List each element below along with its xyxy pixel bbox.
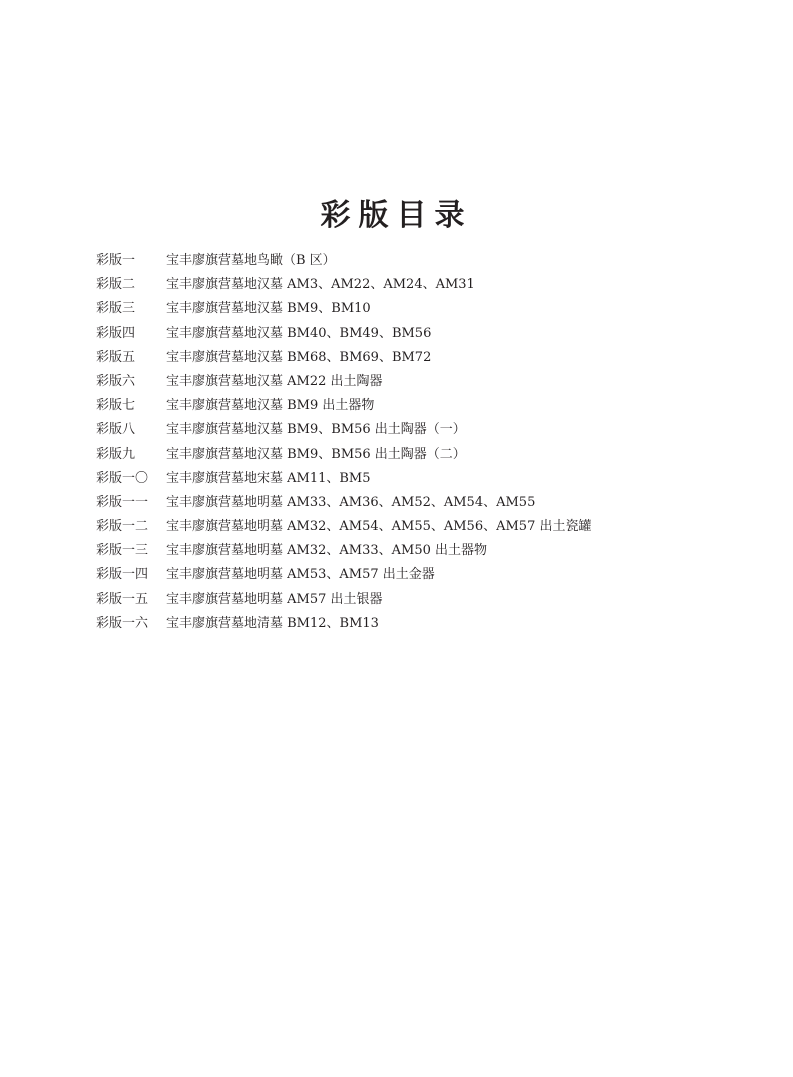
- plate-title: 宝丰廖旗营墓地汉墓 AM3、AM22、AM24、AM31: [166, 277, 475, 293]
- plate-title: 宝丰廖旗营墓地汉墓 BM9 出土器物: [166, 398, 375, 414]
- plate-number: 彩版一: [96, 253, 136, 268]
- plate-title: 宝丰廖旗营墓地汉墓 BM9、BM10: [166, 301, 371, 317]
- toc-entry[interactable]: [96, 418, 736, 442]
- plate-number: 彩版九: [96, 446, 136, 462]
- toc-entry[interactable]: [96, 443, 736, 467]
- table-of-contents: [96, 249, 736, 636]
- plate-number: 彩版一二: [96, 519, 149, 535]
- plate-number: 彩版一六: [96, 615, 149, 631]
- plate-title: 宝丰廖旗营墓地宋墓 AM11、BM5: [166, 470, 371, 486]
- plate-number: 彩版一四: [96, 567, 149, 583]
- toc-entry[interactable]: [96, 588, 736, 612]
- toc-entry[interactable]: [96, 273, 736, 297]
- plate-number: 彩版一一: [96, 494, 149, 510]
- toc-entry[interactable]: [96, 467, 736, 491]
- plate-number: 彩版一五: [96, 591, 149, 607]
- toc-entry[interactable]: [96, 539, 736, 563]
- plate-title: 宝丰廖旗营墓地清墓 BM12、BM13: [166, 615, 379, 631]
- plate-title: 宝丰廖旗营墓地明墓 AM53、AM57 出土金器: [166, 567, 435, 583]
- plate-title: 宝丰廖旗营墓地汉墓 BM9、BM56 出土陶器（一）: [166, 422, 466, 438]
- plate-title: 宝丰廖旗营墓地明墓 AM33、AM36、AM52、AM54、AM55: [166, 494, 536, 510]
- plate-number: 彩版八: [96, 422, 136, 438]
- toc-entry[interactable]: [96, 394, 736, 418]
- plate-number: 彩版五: [96, 349, 136, 365]
- plate-number: 彩版一三: [96, 543, 149, 559]
- plate-number: 彩版二: [96, 277, 136, 293]
- toc-entry[interactable]: [96, 370, 736, 394]
- plate-title: 宝丰廖旗营墓地汉墓 AM22 出土陶器: [166, 373, 383, 389]
- toc-entry[interactable]: [96, 612, 736, 636]
- toc-entry[interactable]: [96, 249, 736, 273]
- plate-title: 宝丰廖旗营墓地汉墓 BM40、BM49、BM56: [166, 325, 432, 341]
- plate-title: 宝丰廖旗营墓地鸟瞰（B 区）: [166, 253, 336, 268]
- plate-title: 宝丰廖旗营墓地明墓 AM32、AM33、AM50 出土器物: [166, 543, 487, 559]
- plate-title: 宝丰廖旗营墓地明墓 AM32、AM54、AM55、AM56、AM57 出土瓷罐: [166, 519, 592, 535]
- toc-entry[interactable]: [96, 515, 736, 539]
- plate-number: 彩版一〇: [96, 470, 149, 486]
- toc-entry[interactable]: [96, 491, 736, 515]
- plate-title: 宝丰廖旗营墓地明墓 AM57 出土银器: [166, 591, 383, 607]
- toc-entry[interactable]: [96, 346, 736, 370]
- toc-entry[interactable]: [96, 322, 736, 346]
- plate-number: 彩版四: [96, 325, 136, 341]
- page-title: 彩版目录: [320, 198, 473, 234]
- plate-number: 彩版三: [96, 301, 136, 317]
- plate-number: 彩版七: [96, 398, 136, 414]
- toc-entry[interactable]: [96, 563, 736, 587]
- plate-title: 宝丰廖旗营墓地汉墓 BM68、BM69、BM72: [166, 349, 432, 365]
- toc-entry[interactable]: [96, 297, 736, 321]
- plate-number: 彩版六: [96, 373, 136, 389]
- plate-title: 宝丰廖旗营墓地汉墓 BM9、BM56 出土陶器（二）: [166, 446, 466, 462]
